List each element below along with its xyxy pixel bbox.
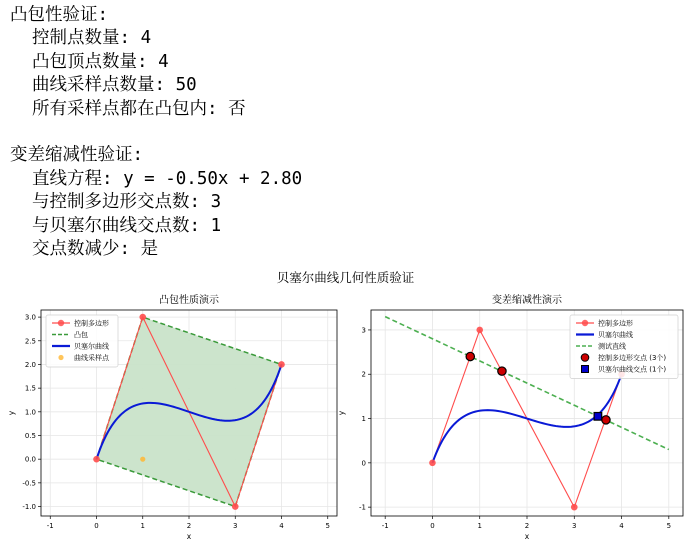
legend-label: 控制多边形 [74, 319, 109, 328]
polygon-intersection-point [602, 416, 610, 424]
sample-point [140, 457, 145, 462]
y-tick-label: 0.5 [24, 431, 36, 440]
legend-label: 贝塞尔曲线交点 (1个) [598, 365, 667, 374]
y-tick-label: 2.0 [24, 360, 36, 369]
x-tick-label: 3 [572, 522, 577, 530]
console-line: 交点数减少: 是 [32, 238, 159, 259]
console-line: 控制点数量: 4 [32, 28, 152, 49]
legend-label: 控制多边形 [598, 319, 633, 328]
console-line: 曲线采样点数量: 50 [32, 75, 197, 96]
legend-label: 控制多边形交点 (3个) [598, 354, 667, 362]
y-axis-label: y [7, 410, 16, 416]
chart-title: 变差缩减性演示 [492, 295, 562, 306]
y-tick-label: 2 [361, 370, 366, 379]
convex-hull-chart [0, 288, 345, 546]
y-tick-label: -1 [359, 503, 366, 512]
x-tick-label: 0 [94, 522, 99, 530]
x-tick-label: 2 [186, 522, 192, 530]
y-tick-label: 1 [361, 415, 366, 424]
y-tick-label: 0 [361, 459, 366, 468]
x-tick-label: 1 [477, 522, 482, 530]
x-tick-label: 4 [279, 522, 284, 530]
y-tick-label: 1.5 [24, 384, 36, 393]
legend-label: 曲线采样点 [74, 354, 109, 362]
console-line: 所有采样点都在凸包内: 否 [32, 98, 246, 119]
console-line: 直线方程: y = -0.50x + 2.80 [32, 168, 303, 189]
control-point [139, 314, 146, 321]
y-tick-label: 1.0 [24, 408, 36, 417]
x-tick-label: 0 [430, 522, 435, 530]
legend-marker [58, 355, 63, 360]
x-tick-label: 5 [666, 522, 672, 530]
x-tick-label: 4 [619, 522, 624, 530]
x-tick-label: -1 [381, 522, 389, 530]
control-point [571, 504, 578, 511]
legend-label: 贝塞尔曲线 [74, 342, 109, 351]
legend [46, 315, 118, 367]
control-point [93, 456, 100, 463]
y-axis-label: y [337, 410, 346, 416]
y-tick-label: 0.0 [24, 455, 36, 464]
x-tick-label: 3 [233, 522, 238, 530]
control-point [476, 327, 483, 334]
y-tick-label: 3.0 [24, 313, 36, 322]
legend-marker [582, 320, 588, 326]
convex-title: 凸包性验证: [10, 5, 109, 25]
y-tick-label: 3 [361, 326, 366, 335]
figure-suptitle: 贝塞尔曲线几何性质验证 [276, 270, 415, 285]
console-line: 与控制多边形交点数: 3 [32, 192, 222, 213]
console-line: 与贝塞尔曲线交点数: 1 [32, 215, 222, 236]
legend-label: 贝塞尔曲线 [598, 331, 633, 339]
x-tick-label: 1 [140, 522, 145, 530]
curve-intersection-point [594, 413, 602, 421]
console-line: 凸包顶点数量: 4 [32, 51, 169, 72]
x-axis-label: x [524, 532, 530, 541]
legend-marker [582, 366, 589, 373]
variation-title: 变差缩减性验证: [10, 145, 144, 166]
x-tick-label: 5 [325, 522, 330, 530]
y-tick-label: -1.0 [22, 503, 36, 512]
polygon-intersection-point [466, 352, 474, 360]
y-tick-label: 2.5 [24, 337, 36, 346]
legend-label: 测试直线 [598, 342, 626, 351]
console-output [10, 4, 530, 261]
legend-marker [581, 354, 589, 362]
chart-title: 凸包性质演示 [159, 295, 219, 306]
control-point [278, 361, 285, 368]
y-tick-label: -0.5 [22, 479, 36, 488]
legend-marker [58, 320, 64, 326]
x-tick-label: 2 [524, 522, 530, 530]
control-point [232, 503, 239, 510]
legend [570, 315, 678, 379]
polygon-intersection-point [498, 367, 506, 375]
control-point [429, 460, 436, 467]
x-tick-label: -1 [46, 522, 54, 530]
legend-label: 凸包 [74, 331, 88, 339]
x-axis-label: x [186, 532, 192, 541]
variation-diminishing-chart [337, 288, 691, 546]
